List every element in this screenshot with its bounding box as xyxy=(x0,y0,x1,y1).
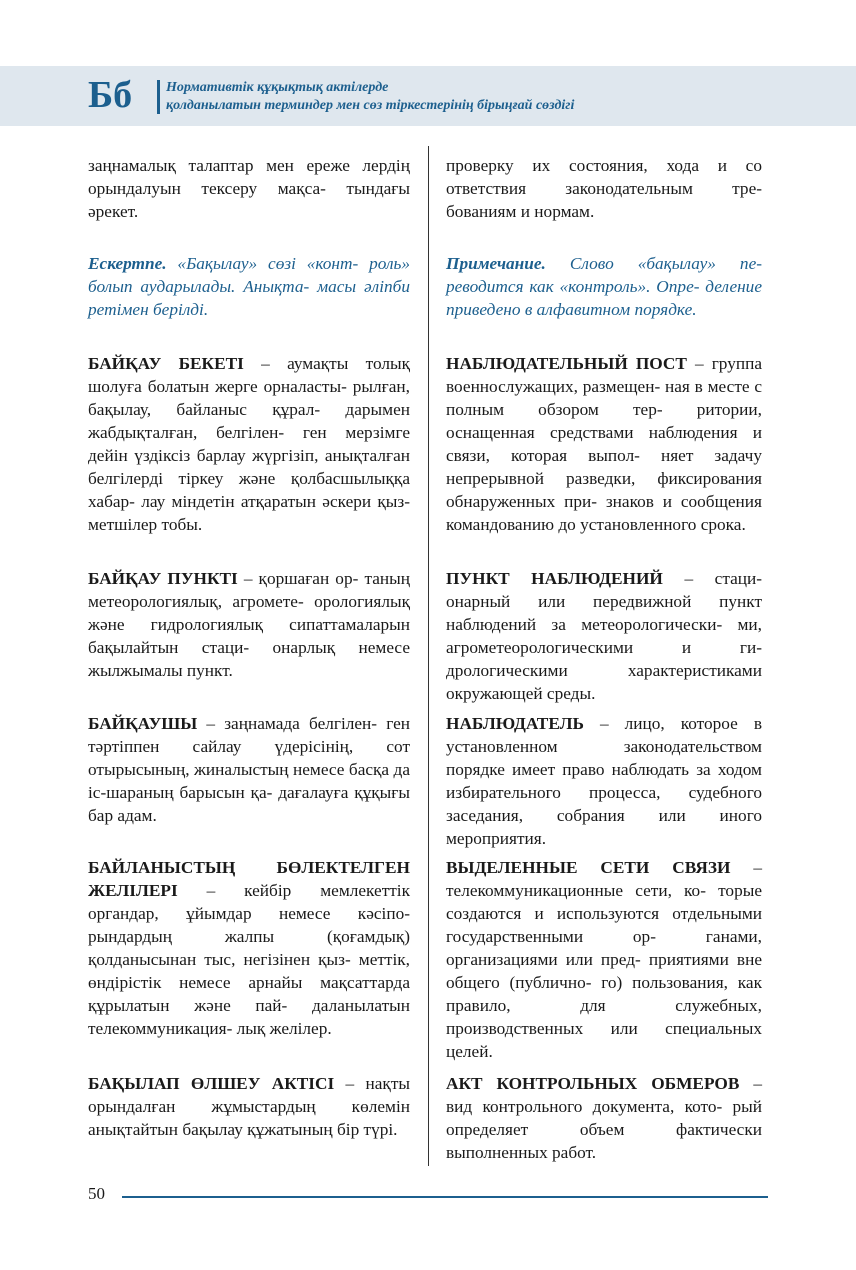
left-entry-1-text: – аумақты толық шолуға болатын жерге орналасты- рылған, бақылау, байланыс құрал- дарымен жабдықталған, белгілен- ген мерзімге дейін үздіксіз барлау жүргізіп, анықталған белгілерді тіркеу және қолбасшылыққа хабар- лау міндетін атқаратын әскери қыз- метшілер тобы. xyxy=(88,354,410,534)
left-entry-4-term: БАЙЛАНЫСТЫҢ БӨЛЕКТЕЛГЕН ЖЕЛІЛЕРІ xyxy=(88,858,410,900)
right-continuation: проверку их состояния, хода и со ответствия законодательным тре- бованиям и нормам. xyxy=(446,156,762,221)
right-entry-3-text: – лицо, которое в установленном законодательством порядке имеет право наблюдать за ходом избирательного процесса, судебного заседания, собрания или иного мероприятия. xyxy=(446,714,762,848)
right-entry-3 xyxy=(446,712,762,850)
left-entry-3-term: БАЙҚАУШЫ xyxy=(88,714,198,733)
left-entry-2-text: – қоршаған ор- таның метеорологиялық, агромете- орологиялық және гидрологиялық сипаттамаларын бақылайтын стаци- онарлық немесе жылжымалы пункт. xyxy=(88,569,410,680)
right-entry-4-text: – телекоммуникационные сети, ко- торые создаются и используются отдельными государственными ор- ганами, организациями или пред- приятиями вне общего (публично- го) пользования, как правило, для служебных, производственных или специальных целей. xyxy=(446,858,762,1061)
left-entry-1 xyxy=(88,352,410,536)
right-note xyxy=(446,252,762,321)
header-title-line1: Нормативтік құқықтық актілерде xyxy=(166,80,389,95)
right-entry-4 xyxy=(446,856,762,1063)
right-note-label: Примечание. xyxy=(446,254,546,273)
left-note xyxy=(88,252,410,321)
left-entry-1-term: БАЙҚАУ БЕКЕТІ xyxy=(88,354,244,373)
right-entry-3-term: НАБЛЮДАТЕЛЬ xyxy=(446,714,584,733)
right-entry-5-text: – вид контрольного документа, кото- рый определяет объем фактически выполненных работ. xyxy=(446,1074,762,1162)
right-entry-4-term: ВЫДЕЛЕННЫЕ СЕТИ СВЯЗИ xyxy=(446,858,731,877)
right-entry-2 xyxy=(446,567,762,705)
page-number: 50 xyxy=(88,1184,105,1203)
left-entry-5-text: – нақты орындалған жұмыстардың көлемін анықтайтын бақылау құжатының бір түрі. xyxy=(88,1074,410,1139)
left-entry-4 xyxy=(88,856,410,1040)
left-continuation: заңнамалық талаптар мен ереже лердің орындалуын тексеру мақса- тындағы әрекет. xyxy=(88,156,410,221)
left-entry-3 xyxy=(88,712,410,827)
right-entry-1-term: НАБЛЮДАТЕЛЬНЫЙ ПОСТ xyxy=(446,354,687,373)
column-divider xyxy=(428,146,429,1166)
header-title xyxy=(166,79,574,115)
right-entry-2-text: – стаци- онарный или передвижной пункт наблюдений за метеорологически- ми, агрометеорологическими и ги- дрологическими характеристиками окружающей среды. xyxy=(446,569,763,703)
header-divider xyxy=(157,80,160,114)
left-note-label: Ескертпе. xyxy=(88,254,167,273)
right-entry-2-term: ПУНКТ НАБЛЮДЕНИЙ xyxy=(446,569,663,588)
left-entry-3-text: – заңнамада белгілен- ген тәртіппен сайлау үдерісінің, сот отырысының, жиналыстың немесе басқа да іс-шараның барысын қа- дағалауға құқығы бар адам. xyxy=(88,714,410,825)
right-note-text: Слово «бақылау» пе- реводится как «контроль». Опре- деление приведено в алфавитном порядке. xyxy=(446,254,762,319)
left-entry-5 xyxy=(88,1072,410,1141)
right-entry-1 xyxy=(446,352,762,536)
left-entry-4-text: – кейбір мемлекеттік органдар, ұйымдар немесе кәсіпо- рындардың жалпы (қоғамдық) қолданысынан тыс, негізінен қыз- меттік, өндірістік немесе арнайы мақсаттарда құрылатын және пай- даланылатын телекоммуникация- лық желілер. xyxy=(88,881,410,1038)
left-entry-5-term: БАҚЫЛАП ӨЛШЕУ АКТІСІ xyxy=(88,1074,335,1093)
right-entry-5-term: АКТ КОНТРОЛЬНЫХ ОБМЕРОВ xyxy=(446,1074,740,1093)
right-entry-1-text: – группа военнослужащих, размещен- ная в месте с полным обзором тер- ритории, оснащенная средствами наблюдения и связи, которая выпол- няет задачу непрерывной разведки, фиксирования обнаруженных при- знаков и сообщения командованию до установленного срока. xyxy=(446,354,762,534)
right-entry-5 xyxy=(446,1072,762,1164)
left-note-text: «Бақылау» сөзі «конт- роль» болып аударылады. Анықта- масы әліпби ретімен берілді. xyxy=(88,254,410,319)
left-entry-2-term: БАЙҚАУ ПУНКТІ xyxy=(88,569,238,588)
footer-rule xyxy=(122,1196,768,1198)
section-letter: Бб xyxy=(88,74,133,116)
left-entry-2 xyxy=(88,567,410,682)
header-title-line2: қолданылатын терминдер мен сөз тіркестерінің бірыңғай сөздігі xyxy=(166,98,575,113)
